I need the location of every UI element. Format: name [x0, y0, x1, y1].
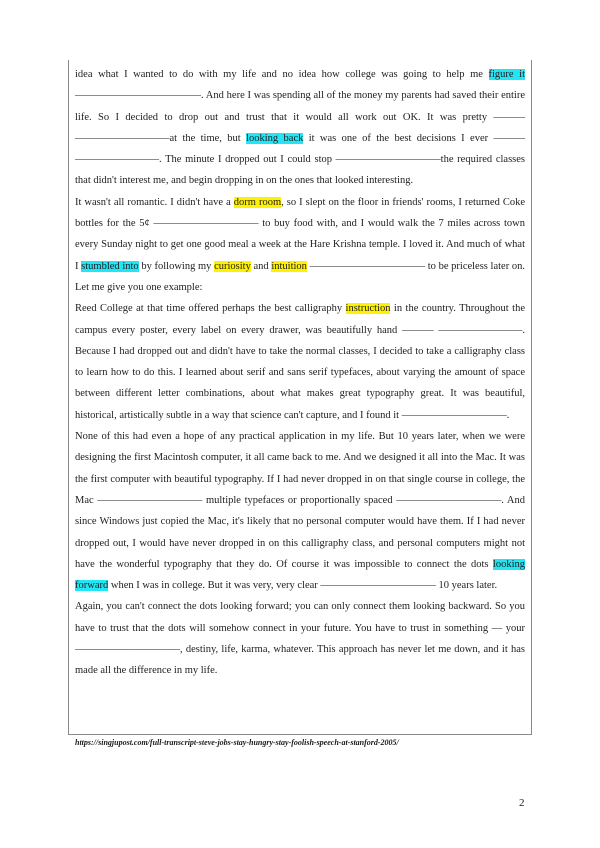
- source-url[interactable]: https://singjupost.com/full-transcript-steve-jobs-stay-hungry-stay-foolish-speech-at-stanford-2005/: [75, 738, 399, 747]
- highlight-looking-forward: looking forward: [75, 558, 525, 592]
- p5-text-a: Again, you can't connect the dots looking forward; you can only connect them looking backward. So you have to trust that the dots will somehow connect in your future. You have to trust in something — your ——————————, destiny, life, karma, whatever. This approach has never let me down, and it has made all the difference in my life.: [75, 601, 525, 677]
- paragraph-2: [75, 192, 525, 298]
- highlight-figure-it: figure it: [488, 69, 526, 80]
- highlight-dorm-room: dorm room: [233, 196, 282, 208]
- p3-text-b: in the country. Throughout the campus every poster, every label on every drawer, was beautifully hand ——— ————————. Because I had dropped out and didn't have to take the normal classes, I decided to take a calligraphy class to learn how to do this. I learned about serif and sans serif typefaces, about varying the amount of space between different letter combinations, about what makes great typography great. It was beautiful, historical, artistically subtle in a way that science can't capture, and I found it ——————————.: [75, 303, 525, 421]
- p2-text-a: It wasn't all romantic. I didn't have a: [75, 196, 234, 208]
- page-number: 2: [519, 797, 525, 809]
- p2-text-c: by following my: [138, 260, 215, 272]
- p2-text-e: ——————————— to be priceless later on. Let me give you one example:: [75, 260, 525, 293]
- highlight-curiosity: curiosity: [214, 260, 251, 272]
- p2-text-b: , so I slept on the floor in friends' rooms, I returned Coke bottles for the 5¢ —————————— to buy food with, and I would walk the 7 miles across town every Sunday night to get one good meal a week at the Hare Krishna temple. I loved it. And much of what I: [75, 196, 526, 272]
- p1-text-b: ————————————. And here I was spending all of the money my parents had saved their entire life. So I decided to drop out and trust that it would all work out OK. It was pretty ——— —————————at the time, but: [75, 90, 525, 144]
- p2-text-d: and: [250, 260, 272, 272]
- paragraph-3: [75, 298, 525, 426]
- p3-text-a: Reed College at that time offered perhaps the best calligraphy: [75, 303, 346, 315]
- highlight-looking-back: looking back: [246, 132, 304, 144]
- p4-text-b: when I was in college. But it was very, very clear ——————————— 10 years later.: [108, 580, 498, 592]
- highlight-instruction: instruction: [345, 303, 391, 315]
- transcript-body: [75, 64, 525, 682]
- paragraph-4: [75, 426, 525, 596]
- highlight-intuition: intuition: [271, 260, 307, 272]
- p4-text-a: None of this had even a hope of any practical application in my life. But 10 years later, when we were designing the first Macintosh computer, it all came back to me. And we designed it all into the Mac. It was the first computer with beautiful typography. If I had never dropped in on that single course in college, the Mac —————————— multiple typefaces or proportionally spaced ——————————. And since Windows just copied the Mac, it's likely that no personal computer would have them. If I had never dropped out, I would have never dropped in on this calligraphy class, and personal computers might not have the wonderful typography that they do. Of course it was impossible to connect the dots: [75, 431, 525, 570]
- paragraph-5: [75, 596, 525, 681]
- highlight-stumbled-into: stumbled into: [81, 260, 139, 272]
- paragraph-1: [75, 64, 525, 192]
- p1-text-a: idea what I wanted to do with my life and no idea how college was going to help me: [75, 69, 489, 80]
- p1-text-c: it was one of the best decisions I ever ——— ————————. The minute I dropped out I could stop ——————————the required classes that didn't interest me, and begin dropping in on the ones that looked interesting.: [75, 132, 525, 187]
